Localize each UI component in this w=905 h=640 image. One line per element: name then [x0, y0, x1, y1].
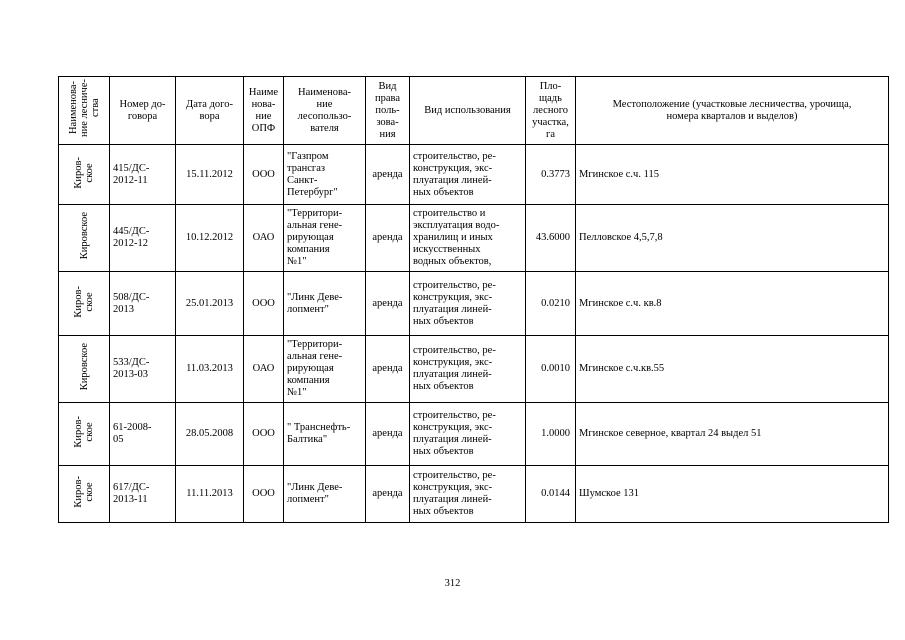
forestry-cell: Киров- ское: [59, 403, 110, 466]
contract-number-cell: 445/ДС- 2012-12: [110, 205, 176, 272]
area-cell: 0.3773: [526, 145, 576, 205]
opf-cell: ООО: [244, 466, 284, 523]
location-cell: Мгинское с.ч. кв.8: [576, 272, 889, 336]
table-row: [59, 272, 889, 336]
area-cell: 0.0210: [526, 272, 576, 336]
opf-cell: ООО: [244, 145, 284, 205]
contract-number-cell: 533/ДС- 2013-03: [110, 336, 176, 403]
right-type-cell: аренда: [366, 336, 410, 403]
use-type-cell: строительство, ре- конструкция, экс- плуатация линей- ных объектов: [410, 145, 526, 205]
contract-number-cell: 415/ДС- 2012-11: [110, 145, 176, 205]
area-cell: 1.0000: [526, 403, 576, 466]
lease-register-table: [58, 76, 889, 523]
header-contract-number: Номер до- говора: [110, 77, 176, 145]
opf-cell: ОАО: [244, 205, 284, 272]
forest-user-cell: " Транснефть- Балтика": [284, 403, 366, 466]
contract-number-cell: 617/ДС- 2013-11: [110, 466, 176, 523]
right-type-cell: аренда: [366, 272, 410, 336]
area-cell: 43.6000: [526, 205, 576, 272]
contract-number-cell: 61-2008- 05: [110, 403, 176, 466]
header-location: Местоположение (участковые лесничества, урочища, номера кварталов и выделов): [576, 77, 889, 145]
table-row: [59, 336, 889, 403]
header-forest-user: Наименова- ние лесопользо- вателя: [284, 77, 366, 145]
location-cell: Шумское 131: [576, 466, 889, 523]
contract-date-cell: 15.11.2012: [176, 145, 244, 205]
right-type-cell: аренда: [366, 145, 410, 205]
opf-cell: ОАО: [244, 336, 284, 403]
location-cell: Пелловское 4,5,7,8: [576, 205, 889, 272]
forest-user-cell: "Линк Деве- лопмент": [284, 272, 366, 336]
use-type-cell: строительство, ре- конструкция, экс- плуатация линей- ных объектов: [410, 272, 526, 336]
forestry-cell: Кировское: [59, 336, 110, 403]
contract-date-cell: 25.01.2013: [176, 272, 244, 336]
location-cell: Мгинское с.ч.кв.55: [576, 336, 889, 403]
contract-date-cell: 11.11.2013: [176, 466, 244, 523]
header-use-type: Вид использования: [410, 77, 526, 145]
use-type-cell: строительство, ре- конструкция, экс- плуатация линей- ных объектов: [410, 403, 526, 466]
header-forestry: Наименова- ние лесниче- ства: [59, 77, 110, 145]
area-cell: 0.0010: [526, 336, 576, 403]
forestry-cell: Киров- ское: [59, 466, 110, 523]
forestry-cell: Киров- ское: [59, 272, 110, 336]
use-type-cell: строительство, ре- конструкция, экс- плуатация линей- ных объектов: [410, 466, 526, 523]
page-number: 312: [444, 578, 461, 589]
use-type-cell: строительство, ре- конструкция, экс- плуатация линей- ных объектов: [410, 336, 526, 403]
opf-cell: ООО: [244, 403, 284, 466]
contract-number-cell: 508/ДС- 2013: [110, 272, 176, 336]
right-type-cell: аренда: [366, 466, 410, 523]
forest-user-cell: "Газпром трансгаз Санкт- Петербург": [284, 145, 366, 205]
table-row: [59, 403, 889, 466]
header-row: [59, 77, 889, 145]
header-contract-date: Дата дого- вора: [176, 77, 244, 145]
right-type-cell: аренда: [366, 205, 410, 272]
location-cell: Мгинское с.ч. 115: [576, 145, 889, 205]
contract-date-cell: 10.12.2012: [176, 205, 244, 272]
forest-user-cell: "Территори- альная гене- рирующая компания №1": [284, 336, 366, 403]
header-right-type: Вид права поль- зова- ния: [366, 77, 410, 145]
opf-cell: ООО: [244, 272, 284, 336]
contract-date-cell: 11.03.2013: [176, 336, 244, 403]
table-row: [59, 205, 889, 272]
location-cell: Мгинское северное, квартал 24 выдел 51: [576, 403, 889, 466]
forestry-cell: Киров- ское: [59, 145, 110, 205]
table-row: [59, 145, 889, 205]
header-opf: Наиме нова- ние ОПФ: [244, 77, 284, 145]
use-type-cell: строительство и эксплуатация водо- хранилищ и иных искусственных водных объектов,: [410, 205, 526, 272]
area-cell: 0.0144: [526, 466, 576, 523]
table-body: [59, 145, 889, 523]
table-row: [59, 466, 889, 523]
forestry-cell: Кировское: [59, 205, 110, 272]
forest-user-cell: "Линк Деве- лопмент": [284, 466, 366, 523]
right-type-cell: аренда: [366, 403, 410, 466]
header-area: Пло- щадь лесного участка, га: [526, 77, 576, 145]
contract-date-cell: 28.05.2008: [176, 403, 244, 466]
forest-user-cell: "Территори- альная гене- рирующая компания №1": [284, 205, 366, 272]
